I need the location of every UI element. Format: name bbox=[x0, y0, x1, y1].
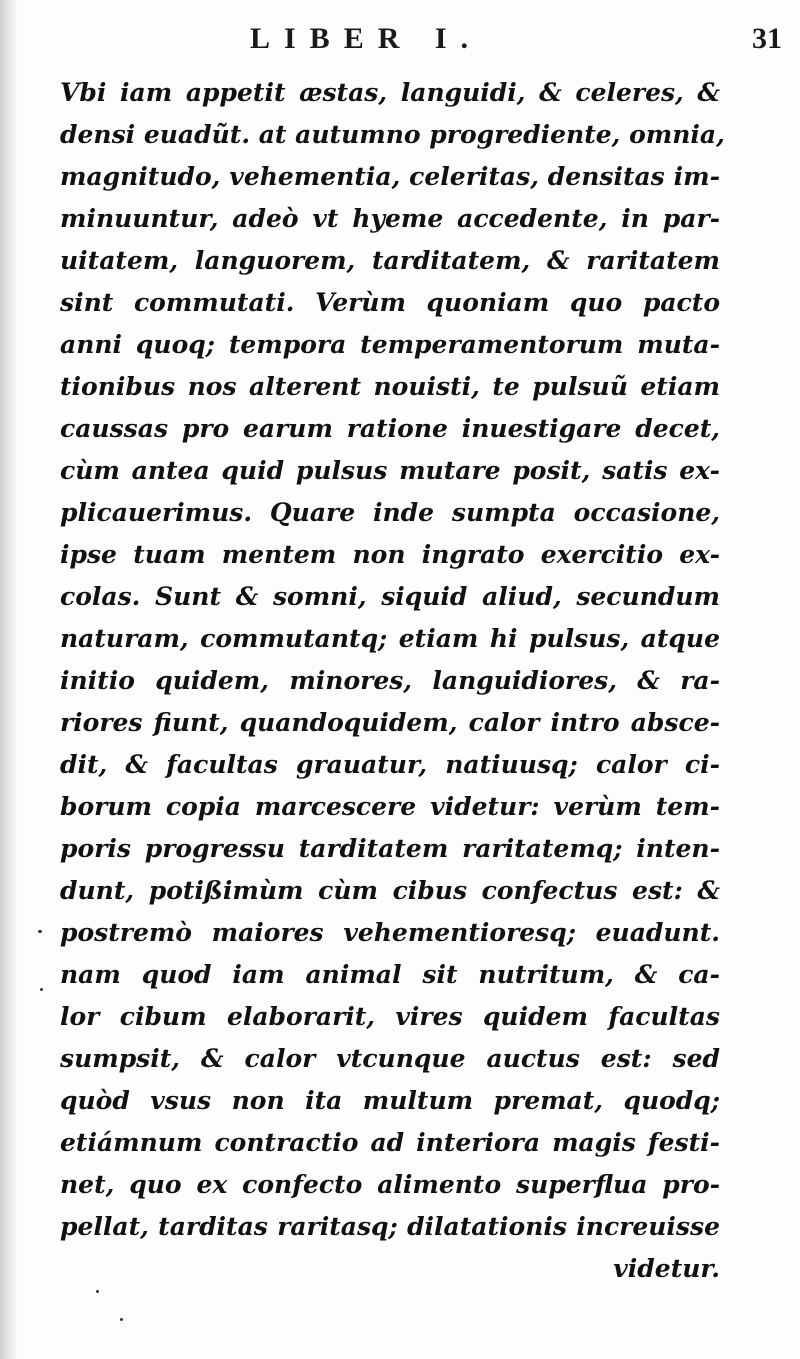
text-line: naturam, commutantq; etiam hi pulsus, atque bbox=[60, 624, 720, 653]
text-line: poris progressu tarditatem raritatemq; inten- bbox=[60, 834, 720, 863]
running-head: LIBER I. bbox=[250, 22, 483, 55]
text-line-final: videtur. bbox=[613, 1254, 720, 1283]
text-line: Vbi iam appetit æstas, languidi, & celeres, & bbox=[60, 78, 720, 107]
page-gutter-shadow bbox=[0, 0, 18, 1359]
text-line: nam quod iam animal sit nutritum, & ca- bbox=[60, 960, 720, 989]
text-line: etiámnum contractio ad interiora magis festi- bbox=[60, 1128, 720, 1157]
ink-speck bbox=[40, 988, 43, 991]
text-line: dit, & facultas grauatur, natiuusq; calor ci- bbox=[60, 750, 720, 779]
body-text bbox=[60, 72, 725, 1290]
text-line: ipse tuam mentem non ingrato exercitio ex- bbox=[60, 540, 720, 569]
text-line: minuuntur, adeò vt hyeme accedente, in par- bbox=[60, 204, 720, 233]
text-line: net, quo ex confecto alimento superflua pro- bbox=[60, 1170, 720, 1199]
text-line: dunt, potißimùm cùm cibus confectus est: & bbox=[60, 876, 720, 905]
ink-speck bbox=[96, 1290, 99, 1293]
text-line: tionibus nos alterent nouisti, te pulsuũ etiam bbox=[60, 372, 720, 401]
text-line: sint commutati. Verùm quoniam quo pacto bbox=[60, 288, 720, 317]
text-line: magnitudo, vehementia, celeritas, densitas im- bbox=[60, 162, 720, 191]
text-line: riores fiunt, quandoquidem, calor intro absce- bbox=[60, 708, 720, 737]
text-line: colas. Sunt & somni, siquid aliud, secundum bbox=[60, 582, 720, 611]
text-line: anni quoq; tempora temperamentorum muta- bbox=[60, 330, 720, 359]
text-line: sumpsit, & calor vtcunque auctus est: sed bbox=[60, 1044, 720, 1073]
text-line: densi euadũt. at autumno progrediente, omnia, bbox=[60, 120, 725, 149]
text-line: borum copia marcescere videtur: verùm tem- bbox=[60, 792, 720, 821]
text-line: pellat, tarditas raritasq; dilatationis increuisse bbox=[60, 1212, 720, 1241]
text-line: quòd vsus non ita multum premat, quodq; bbox=[60, 1086, 720, 1115]
text-line: caussas pro earum ratione inuestigare decet, bbox=[60, 414, 720, 443]
page-number: 31 bbox=[752, 22, 782, 55]
text-line: lor cibum elaborarit, vires quidem facultas bbox=[60, 1002, 720, 1031]
text-line: plicauerimus. Quare inde sumpta occasione, bbox=[60, 498, 720, 527]
text-line: uitatem, languorem, tarditatem, & raritatem bbox=[60, 246, 720, 275]
text-line: postremò maiores vehementioresq; euadunt. bbox=[60, 918, 720, 947]
ink-speck bbox=[120, 1318, 123, 1321]
text-line: initio quidem, minores, languidiores, & ra- bbox=[60, 666, 720, 695]
ink-speck bbox=[38, 930, 42, 933]
text-line: cùm antea quid pulsus mutare posit, satis ex- bbox=[60, 456, 720, 485]
